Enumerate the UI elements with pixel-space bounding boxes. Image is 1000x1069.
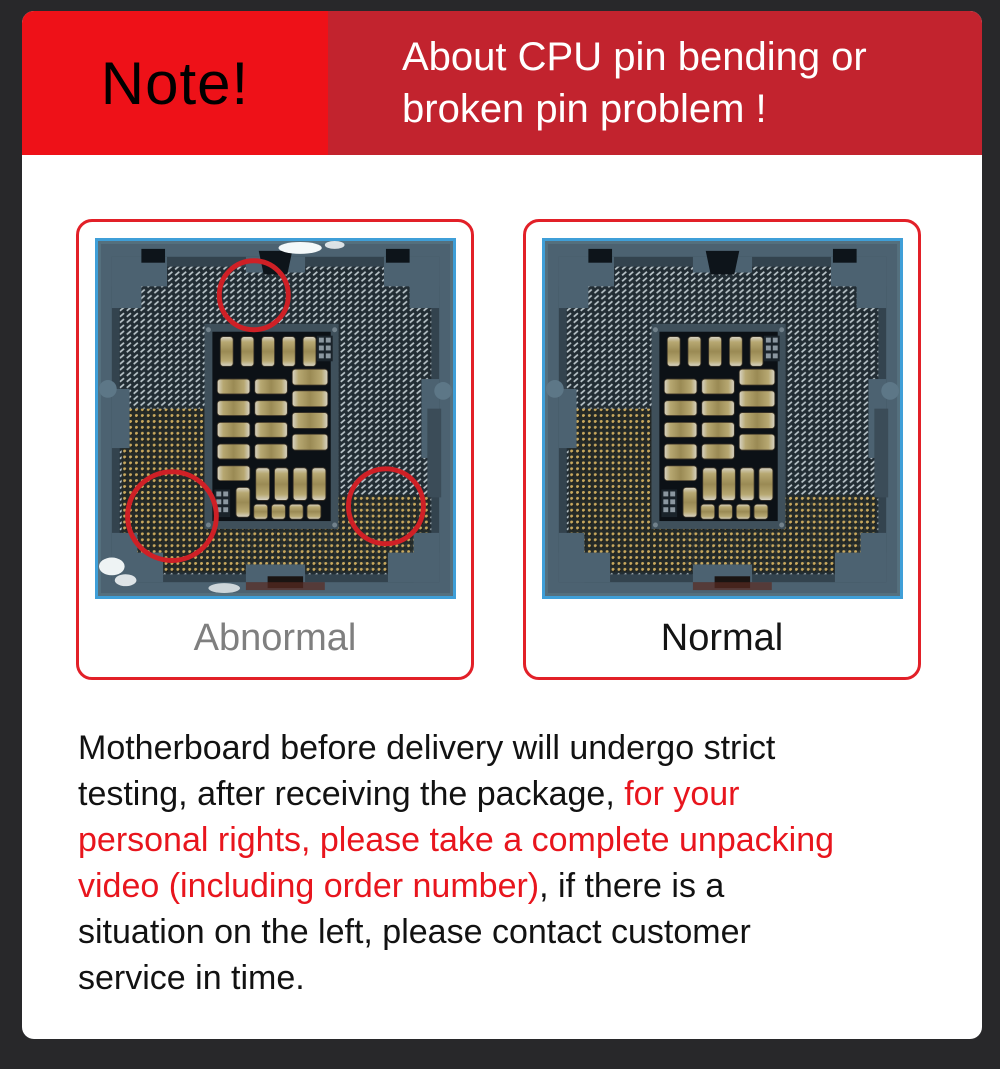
description-text <box>78 725 958 1001</box>
banner <box>22 11 982 155</box>
damage-mark <box>324 241 344 249</box>
damage-mark <box>114 574 136 586</box>
abnormal-socket-photo <box>95 238 456 599</box>
notice-card <box>22 11 982 1039</box>
description-line: video (including order number), if there is a <box>78 867 725 905</box>
normal-socket-photo <box>542 238 903 599</box>
abnormal-label: Abnormal <box>193 616 357 659</box>
description-line: testing, after receiving the package, for your <box>78 775 740 813</box>
banner-title-line2: broken pin problem ! <box>402 87 767 131</box>
cpu-socket-image-normal <box>545 241 900 596</box>
description-line: personal rights, please take a complete unpacking <box>78 821 835 859</box>
description-line: service in time. <box>78 959 305 997</box>
damage-mark <box>98 558 124 576</box>
note-badge <box>22 11 328 155</box>
cpu-socket-image-abnormal <box>98 241 453 596</box>
normal-card <box>523 219 921 680</box>
description-line: situation on the left, please contact customer <box>78 913 751 951</box>
abnormal-card <box>76 219 474 680</box>
damage-mark <box>208 583 240 593</box>
banner-title-line1: About CPU pin bending or <box>402 35 867 79</box>
damage-mark <box>278 242 321 254</box>
note-label: Note! <box>100 49 250 117</box>
normal-label: Normal <box>660 616 784 659</box>
comparison-section <box>76 219 921 680</box>
description-line: Motherboard before delivery will undergo strict <box>78 729 776 767</box>
banner-title <box>328 11 982 155</box>
